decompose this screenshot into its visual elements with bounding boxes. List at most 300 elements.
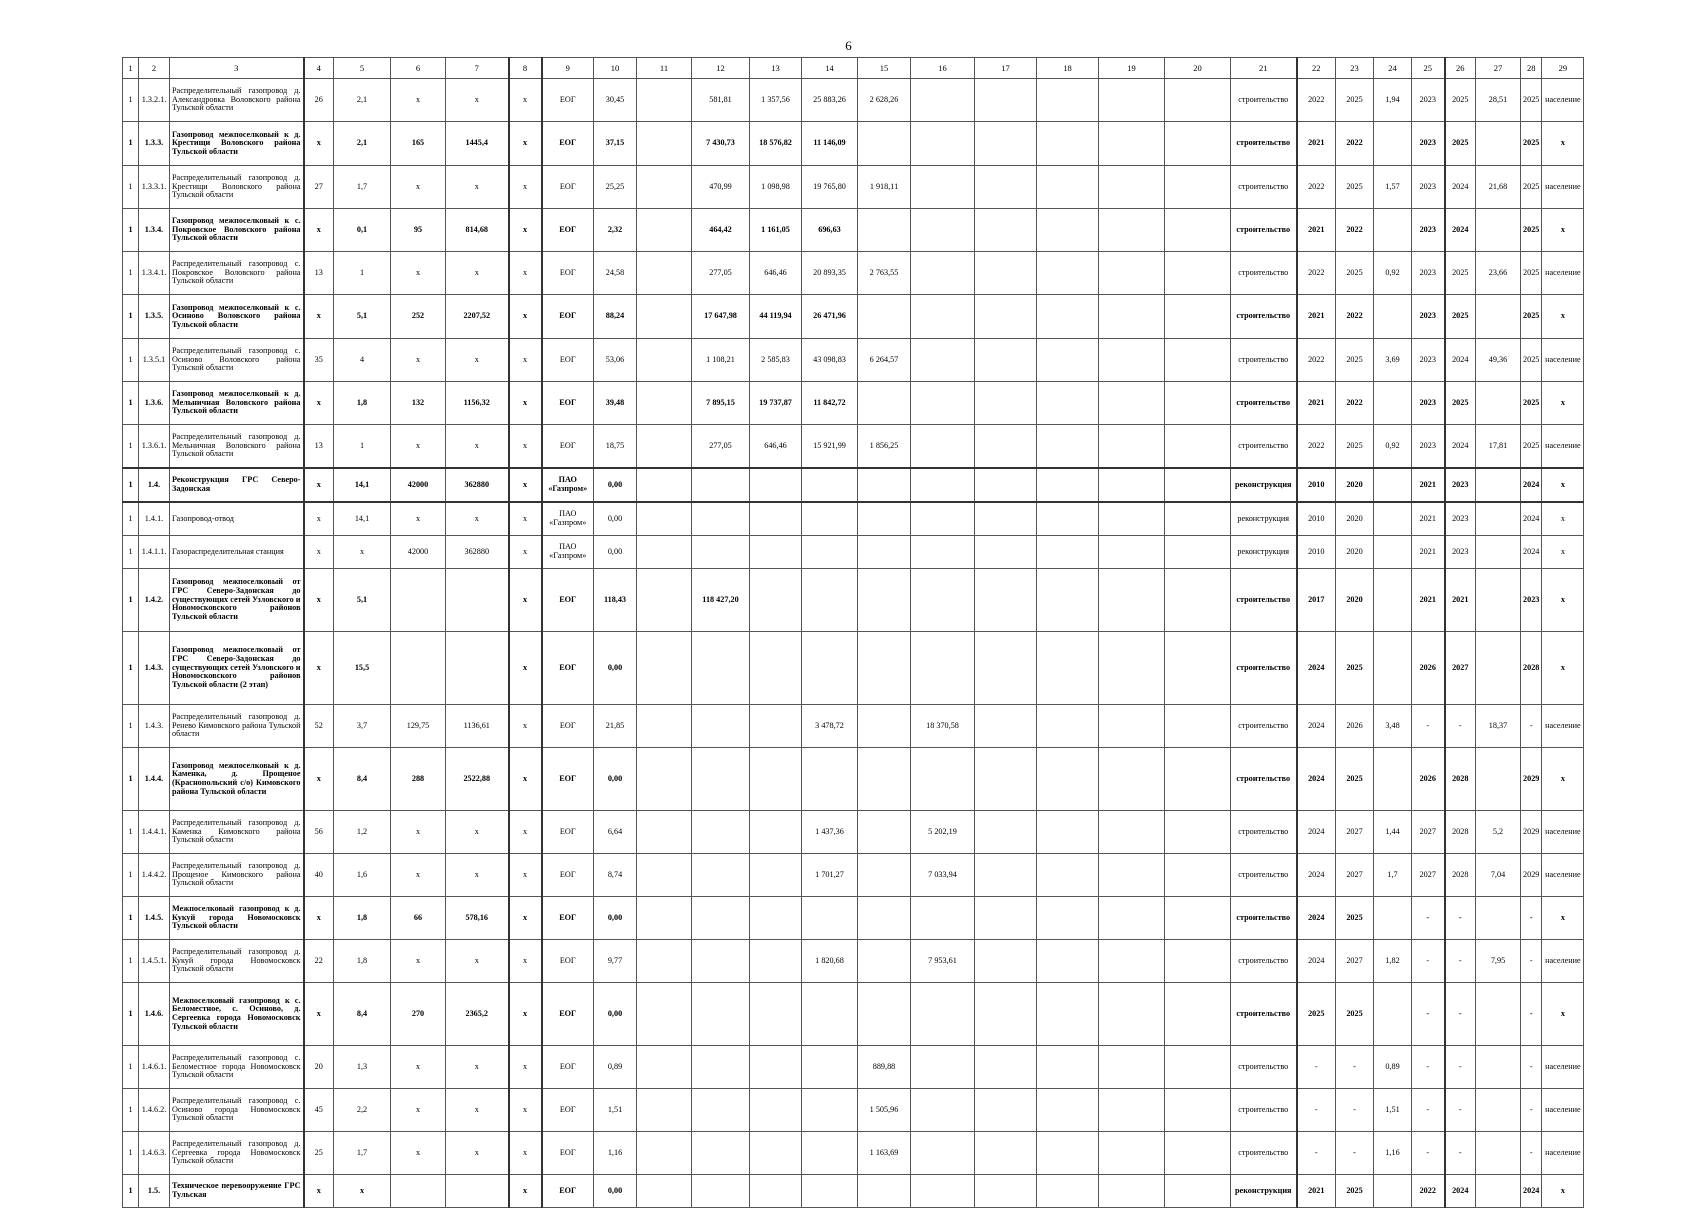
table-cell: -	[1445, 1046, 1476, 1089]
table-row	[123, 811, 1584, 854]
column-header: 27	[1476, 58, 1521, 79]
table-cell: х	[446, 811, 509, 854]
table-cell	[750, 748, 802, 811]
column-header: 23	[1336, 58, 1374, 79]
table-cell: 14,1	[334, 502, 391, 536]
table-cell: 2024	[1521, 536, 1542, 569]
table-cell: 2025	[1336, 897, 1374, 940]
table-cell	[975, 854, 1037, 897]
column-header: 20	[1165, 58, 1231, 79]
table-cell: 11 842,72	[802, 382, 858, 425]
table-cell: х	[391, 1132, 446, 1175]
table-cell	[446, 569, 509, 632]
table-cell	[1037, 536, 1099, 569]
object-name-cell: Газопровод-отвод	[170, 502, 304, 536]
table-cell: ЕОГ	[542, 705, 594, 748]
table-cell	[1099, 569, 1165, 632]
table-cell: 2,32	[594, 209, 637, 252]
table-cell	[975, 811, 1037, 854]
table-cell	[975, 705, 1037, 748]
table-cell: население	[1542, 166, 1584, 209]
table-cell: 2020	[1336, 468, 1374, 502]
table-cell: ЕОГ	[542, 940, 594, 983]
table-cell: 2025	[1336, 166, 1374, 209]
table-cell: 37,15	[594, 122, 637, 166]
table-cell: 1,7	[334, 166, 391, 209]
table-cell: 2010	[1297, 468, 1336, 502]
table-cell	[1037, 1175, 1099, 1208]
table-cell: х	[1542, 983, 1584, 1046]
table-cell	[802, 536, 858, 569]
table-cell	[975, 569, 1037, 632]
table-cell: -	[1445, 1132, 1476, 1175]
table-cell: 132	[391, 382, 446, 425]
table-cell: 2365,2	[446, 983, 509, 1046]
table-cell	[1476, 382, 1521, 425]
table-cell: 2028	[1445, 748, 1476, 811]
table-cell: 2023	[1445, 502, 1476, 536]
table-cell: строительство	[1231, 748, 1297, 811]
table-row	[123, 79, 1584, 122]
table-cell: 165	[391, 122, 446, 166]
object-name-cell: Распределительный газопровод д. Сергеевка города Новомосковск Тульской области	[170, 1132, 304, 1175]
table-cell	[1165, 502, 1231, 536]
table-cell	[911, 425, 975, 469]
table-row	[123, 1046, 1584, 1089]
column-header: 12	[692, 58, 750, 79]
table-cell: 2020	[1336, 536, 1374, 569]
table-cell	[750, 1132, 802, 1175]
column-header: 1	[123, 58, 139, 79]
table-cell: х	[509, 1046, 542, 1089]
table-cell: 2 585,83	[750, 339, 802, 382]
table-cell	[858, 122, 911, 166]
table-cell	[750, 854, 802, 897]
table-cell: 15 921,99	[802, 425, 858, 469]
table-cell: 2026	[1412, 632, 1445, 705]
table-cell: х	[391, 252, 446, 295]
table-cell	[975, 339, 1037, 382]
table-cell: -	[1412, 1089, 1445, 1132]
table-cell	[911, 1046, 975, 1089]
table-cell: 2025	[1336, 425, 1374, 469]
table-cell: 21,85	[594, 705, 637, 748]
table-cell	[802, 1132, 858, 1175]
table-cell: х	[509, 122, 542, 166]
table-cell: строительство	[1231, 295, 1297, 339]
item-number-cell: 1.3.3.1.	[139, 166, 170, 209]
table-cell	[750, 1175, 802, 1208]
table-cell: 2025	[1336, 339, 1374, 382]
table-cell	[858, 1175, 911, 1208]
object-name-cell: Межпоселковый газопровод к с. Беломестное, с. Осиново, д. Сергеевка города Новомосковск Тульской области	[170, 983, 304, 1046]
table-cell: 1,57	[1374, 166, 1412, 209]
table-cell: 2024	[1297, 811, 1336, 854]
table-cell: 270	[391, 983, 446, 1046]
table-cell: реконструкция	[1231, 1175, 1297, 1208]
column-header: 13	[750, 58, 802, 79]
table-cell: 1	[123, 632, 139, 705]
table-cell: 13	[304, 425, 334, 469]
table-cell: строительство	[1231, 897, 1297, 940]
table-row	[123, 1089, 1584, 1132]
table-cell: 2020	[1336, 502, 1374, 536]
column-header: 10	[594, 58, 637, 79]
table-cell: 6,64	[594, 811, 637, 854]
table-cell: строительство	[1231, 569, 1297, 632]
table-cell: 2022	[1336, 382, 1374, 425]
table-cell: ЕОГ	[542, 1175, 594, 1208]
table-cell	[1165, 1132, 1231, 1175]
table-cell	[975, 1175, 1037, 1208]
table-cell: х	[1542, 1175, 1584, 1208]
table-cell	[1099, 79, 1165, 122]
table-cell: 2021	[1297, 295, 1336, 339]
table-cell: -	[1445, 940, 1476, 983]
table-cell: 15,5	[334, 632, 391, 705]
column-header: 18	[1037, 58, 1099, 79]
table-cell: х	[509, 1132, 542, 1175]
header-row	[123, 58, 1584, 79]
table-cell: 1,7	[1374, 854, 1412, 897]
table-cell	[692, 1089, 750, 1132]
table-cell: 2027	[1336, 854, 1374, 897]
table-cell: 1	[123, 502, 139, 536]
table-cell	[1099, 252, 1165, 295]
table-cell: 1	[123, 252, 139, 295]
item-number-cell: 1.4.4.2.	[139, 854, 170, 897]
table-cell: 2022	[1336, 295, 1374, 339]
column-header: 22	[1297, 58, 1336, 79]
table-cell: ЕОГ	[542, 1046, 594, 1089]
table-cell: 2028	[1521, 632, 1542, 705]
table-cell: х	[1542, 295, 1584, 339]
table-cell: 7 895,15	[692, 382, 750, 425]
table-cell	[637, 748, 692, 811]
table-cell: х	[446, 940, 509, 983]
table-cell: 8,4	[334, 748, 391, 811]
table-cell	[1165, 252, 1231, 295]
table-cell: х	[509, 502, 542, 536]
table-cell: х	[509, 252, 542, 295]
table-cell: -	[1445, 897, 1476, 940]
table-cell: х	[446, 252, 509, 295]
table-row	[123, 468, 1584, 502]
table-cell	[975, 502, 1037, 536]
table-cell: 1445,4	[446, 122, 509, 166]
table-cell	[1165, 79, 1231, 122]
table-cell: 1,51	[594, 1089, 637, 1132]
table-cell	[446, 632, 509, 705]
table-cell	[975, 897, 1037, 940]
table-cell: х	[446, 339, 509, 382]
table-cell: 25	[304, 1132, 334, 1175]
table-cell	[750, 1089, 802, 1132]
table-cell: 2025	[1445, 382, 1476, 425]
table-cell: 2022	[1297, 252, 1336, 295]
table-cell: 1	[123, 79, 139, 122]
table-cell	[858, 382, 911, 425]
table-cell: -	[1336, 1132, 1374, 1175]
table-cell	[1476, 983, 1521, 1046]
table-cell	[802, 748, 858, 811]
table-cell: х	[509, 382, 542, 425]
table-cell	[911, 79, 975, 122]
table-cell: 18,75	[594, 425, 637, 469]
table-cell: 470,99	[692, 166, 750, 209]
table-cell	[637, 940, 692, 983]
table-row	[123, 569, 1584, 632]
table-cell: 118 427,20	[692, 569, 750, 632]
table-cell	[637, 79, 692, 122]
table-cell: 8,74	[594, 854, 637, 897]
item-number-cell: 1.4.6.2.	[139, 1089, 170, 1132]
table-cell	[1374, 983, 1412, 1046]
table-cell: строительство	[1231, 166, 1297, 209]
table-cell	[802, 1175, 858, 1208]
table-row	[123, 502, 1584, 536]
object-name-cell: Газопровод межпоселковый к с. Осиново Воловского района Тульской области	[170, 295, 304, 339]
table-cell	[1165, 1046, 1231, 1089]
table-cell: ЕОГ	[542, 382, 594, 425]
column-header: 14	[802, 58, 858, 79]
table-cell: население	[1542, 854, 1584, 897]
table-cell	[1165, 705, 1231, 748]
table-cell	[1037, 468, 1099, 502]
table-cell: 2024	[1521, 502, 1542, 536]
table-cell	[1099, 1089, 1165, 1132]
table-cell: 1	[123, 897, 139, 940]
table-cell: х	[391, 940, 446, 983]
table-cell	[911, 166, 975, 209]
table-cell: 2022	[1297, 425, 1336, 469]
table-cell	[858, 705, 911, 748]
table-cell: 6 264,57	[858, 339, 911, 382]
table-cell: 0,1	[334, 209, 391, 252]
table-cell: 20	[304, 1046, 334, 1089]
table-cell: х	[509, 569, 542, 632]
table-cell: 20 893,35	[802, 252, 858, 295]
table-cell: 1,94	[1374, 79, 1412, 122]
table-cell: 2025	[1445, 295, 1476, 339]
table-cell: 2024	[1445, 425, 1476, 469]
table-cell: 2027	[1336, 811, 1374, 854]
table-cell	[637, 983, 692, 1046]
item-number-cell: 1.3.4.	[139, 209, 170, 252]
table-cell: -	[1412, 940, 1445, 983]
table-cell	[1037, 209, 1099, 252]
table-cell	[1165, 122, 1231, 166]
table-cell: 1 163,69	[858, 1132, 911, 1175]
table-cell: строительство	[1231, 1046, 1297, 1089]
table-cell	[975, 166, 1037, 209]
object-name-cell: Распределительный газопровод д. Крестищи Воловского района Тульской области	[170, 166, 304, 209]
table-cell: 2026	[1412, 748, 1445, 811]
table-cell: 44 119,94	[750, 295, 802, 339]
table-cell: -	[1521, 1089, 1542, 1132]
table-cell	[1165, 536, 1231, 569]
table-cell	[1037, 632, 1099, 705]
column-header: 2	[139, 58, 170, 79]
table-cell: 25,25	[594, 166, 637, 209]
table-cell	[911, 536, 975, 569]
table-cell: х	[304, 748, 334, 811]
table-row	[123, 940, 1584, 983]
table-cell: 2023	[1412, 79, 1445, 122]
table-cell: 2023	[1445, 536, 1476, 569]
table-cell: 0,00	[594, 748, 637, 811]
table-cell: х	[391, 854, 446, 897]
table-cell	[975, 1132, 1037, 1175]
table-cell	[692, 854, 750, 897]
table-cell: х	[509, 748, 542, 811]
table-cell: 2025	[1336, 983, 1374, 1046]
table-cell	[692, 748, 750, 811]
table-cell	[975, 468, 1037, 502]
table-cell: строительство	[1231, 122, 1297, 166]
table-cell: 2021	[1297, 382, 1336, 425]
table-cell: население	[1542, 252, 1584, 295]
table-cell: х	[304, 632, 334, 705]
table-cell: 1 098,98	[750, 166, 802, 209]
table-cell: 40	[304, 854, 334, 897]
table-cell	[1476, 1089, 1521, 1132]
table-cell: население	[1542, 425, 1584, 469]
table-cell	[1037, 748, 1099, 811]
table-cell	[750, 1046, 802, 1089]
table-cell: 2021	[1412, 502, 1445, 536]
table-cell: население	[1542, 811, 1584, 854]
table-cell	[1037, 295, 1099, 339]
table-cell: 2 628,26	[858, 79, 911, 122]
item-number-cell: 1.3.5.1	[139, 339, 170, 382]
table-cell: население	[1542, 339, 1584, 382]
table-cell: 2029	[1521, 854, 1542, 897]
table-cell: строительство	[1231, 79, 1297, 122]
table-cell	[1165, 940, 1231, 983]
table-cell: х	[446, 425, 509, 469]
column-header: 7	[446, 58, 509, 79]
table-cell	[1099, 468, 1165, 502]
table-cell: х	[509, 79, 542, 122]
table-row	[123, 382, 1584, 425]
table-cell	[391, 632, 446, 705]
object-name-cell: Газопровод межпоселковый к д. Каменка, д. Прощеное (Краснопольский с/о) Кимовского района Тульской области	[170, 748, 304, 811]
table-cell	[911, 122, 975, 166]
table-cell: х	[1542, 502, 1584, 536]
table-cell	[911, 983, 975, 1046]
item-number-cell: 1.3.6.	[139, 382, 170, 425]
object-name-cell: Газораспределительная станция	[170, 536, 304, 569]
table-cell	[637, 209, 692, 252]
table-cell: х	[509, 854, 542, 897]
table-cell: строительство	[1231, 1089, 1297, 1132]
table-cell: 1,8	[334, 897, 391, 940]
table-cell: 2023	[1412, 339, 1445, 382]
table-cell: 8,4	[334, 983, 391, 1046]
table-cell: ЕОГ	[542, 632, 594, 705]
table-cell: 2024	[1297, 632, 1336, 705]
table-cell	[637, 122, 692, 166]
table-cell	[637, 569, 692, 632]
table-cell: 1,2	[334, 811, 391, 854]
column-header: 9	[542, 58, 594, 79]
object-name-cell: Распределительный газопровод д. Александровка Воловского района Тульской области	[170, 79, 304, 122]
table-cell: х	[304, 122, 334, 166]
table-row	[123, 122, 1584, 166]
table-cell: 2522,88	[446, 748, 509, 811]
table-cell	[911, 897, 975, 940]
table-cell: 578,16	[446, 897, 509, 940]
table-cell: х	[304, 295, 334, 339]
table-cell: 118,43	[594, 569, 637, 632]
table-cell	[1099, 854, 1165, 897]
table-cell	[802, 569, 858, 632]
column-header: 8	[509, 58, 542, 79]
table-cell: х	[391, 811, 446, 854]
table-cell: 277,05	[692, 425, 750, 469]
table-cell: х	[509, 897, 542, 940]
table-cell	[637, 705, 692, 748]
table-cell: 2023	[1412, 382, 1445, 425]
table-cell: 2025	[1521, 425, 1542, 469]
table-cell: х	[304, 209, 334, 252]
object-name-cell: Межпоселковый газопровод к д. Кукуй города Новомосковск Тульской области	[170, 897, 304, 940]
table-row	[123, 632, 1584, 705]
table-cell: 2028	[1445, 854, 1476, 897]
column-header: 15	[858, 58, 911, 79]
table-cell	[692, 940, 750, 983]
table-cell	[1165, 166, 1231, 209]
table-cell	[911, 209, 975, 252]
table-cell: 464,42	[692, 209, 750, 252]
table-cell: 1,3	[334, 1046, 391, 1089]
table-cell: 30,45	[594, 79, 637, 122]
table-cell: х	[304, 1175, 334, 1208]
table-cell: х	[304, 569, 334, 632]
table-cell	[1165, 854, 1231, 897]
table-cell: 0,89	[594, 1046, 637, 1089]
table-cell: 1,8	[334, 382, 391, 425]
table-cell: 1,8	[334, 940, 391, 983]
table-cell	[692, 983, 750, 1046]
table-cell: х	[334, 536, 391, 569]
table-cell	[750, 983, 802, 1046]
table-cell	[692, 1175, 750, 1208]
table-cell	[692, 632, 750, 705]
table-cell	[750, 502, 802, 536]
table-cell: 288	[391, 748, 446, 811]
table-cell: ПАО «Газпром»	[542, 536, 594, 569]
table-cell: 277,05	[692, 252, 750, 295]
table-cell: 2025	[1297, 983, 1336, 1046]
table-cell	[1374, 748, 1412, 811]
table-cell	[637, 252, 692, 295]
table-cell: ПАО «Газпром»	[542, 502, 594, 536]
table-cell: 2022	[1336, 122, 1374, 166]
table-cell: х	[1542, 122, 1584, 166]
table-cell: -	[1412, 1132, 1445, 1175]
table-cell: 2024	[1297, 940, 1336, 983]
table-cell: х	[509, 705, 542, 748]
table-cell: 42000	[391, 468, 446, 502]
table-cell: население	[1542, 1089, 1584, 1132]
table-cell	[391, 1175, 446, 1208]
column-header: 5	[334, 58, 391, 79]
table-cell	[1476, 1046, 1521, 1089]
table-cell: 1	[334, 252, 391, 295]
table-row	[123, 425, 1584, 469]
